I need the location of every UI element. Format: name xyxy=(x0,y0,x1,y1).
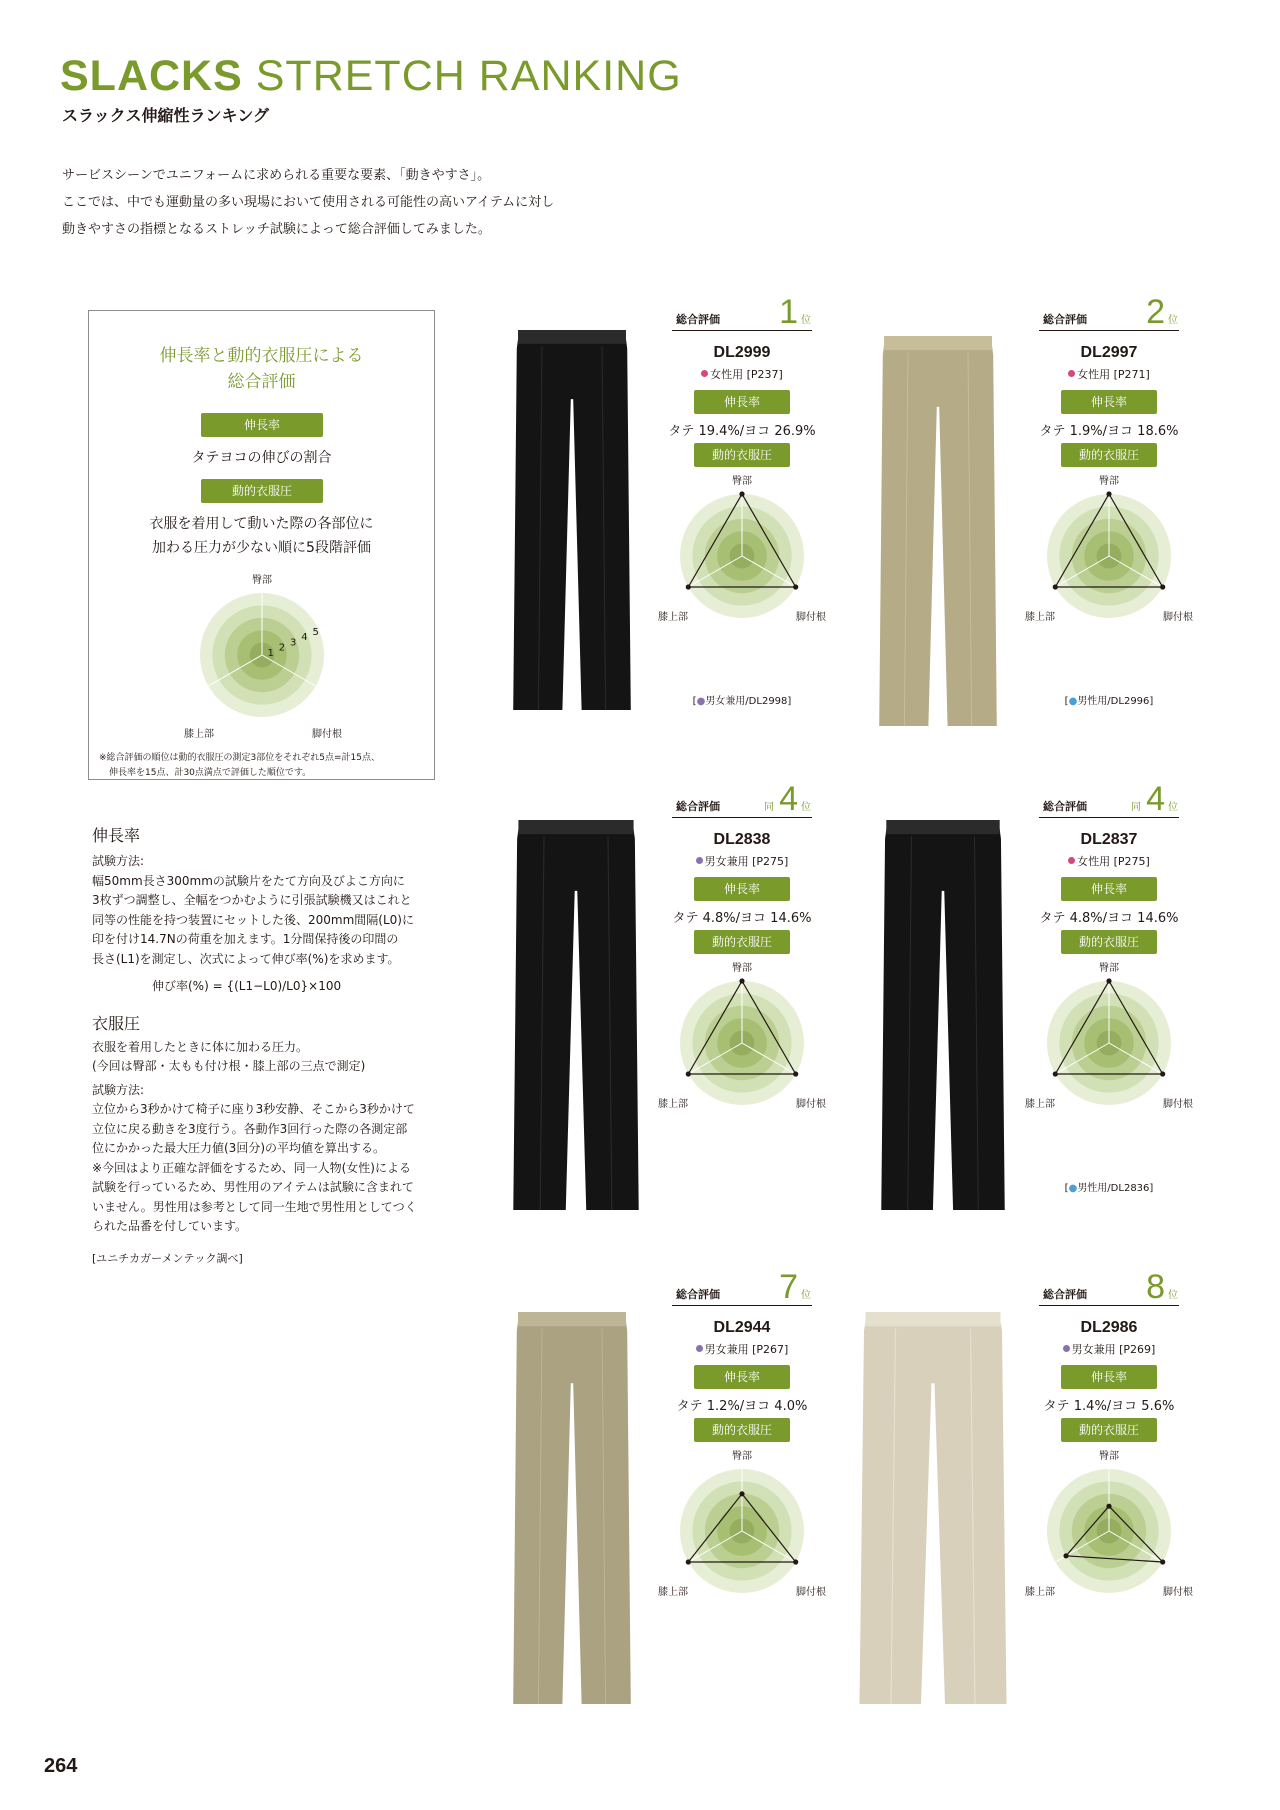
pill-pressure: 動的衣服圧 xyxy=(694,1418,790,1442)
pill-stretch: 伸長率 xyxy=(694,877,790,901)
pressure-test-line: ※今回はより正確な評価をするため、同一人物(女性)による xyxy=(92,1160,411,1175)
sibling-text: 男性用/DL2836] xyxy=(1077,1183,1154,1194)
score-point xyxy=(1053,584,1058,589)
score-point xyxy=(1160,1559,1165,1564)
page-number: 264 xyxy=(44,1755,78,1777)
page-title xyxy=(60,52,682,101)
scale-label: 5 xyxy=(312,626,319,638)
axis-label-left: 膝上部 xyxy=(658,1587,688,1598)
legend-box xyxy=(88,310,435,780)
pill-pressure: 動的衣服圧 xyxy=(1061,930,1157,954)
rank-suffix: 位 xyxy=(1168,802,1178,813)
pill-pressure: 動的衣服圧 xyxy=(1061,443,1157,467)
stretch-formula: 伸び率(%) = {(L1−L0)/L0}×100 xyxy=(152,979,342,993)
rank-label: 総合評価 xyxy=(1043,800,1087,813)
pill-pressure: 動的衣服圧 xyxy=(694,930,790,954)
pant-waistband xyxy=(518,820,633,834)
axis-label-right: 脚付根 xyxy=(1163,1099,1193,1110)
rank-label: 総合評価 xyxy=(676,313,720,326)
score-point xyxy=(1160,1071,1165,1076)
pant-waistband xyxy=(884,336,992,350)
rank-number: 4 xyxy=(779,780,798,818)
score-point xyxy=(1053,1071,1058,1076)
stretch-test-label: 試験方法: xyxy=(92,854,145,868)
scale-label: 2 xyxy=(278,642,286,654)
axis-label-top: 臀部 xyxy=(1099,476,1119,487)
rank-number: 7 xyxy=(779,1268,798,1306)
sibling-bracket: [ xyxy=(1064,696,1069,707)
stretch-test-line: 幅50mm長さ300mmの試験片をたて方向及びよこ方向に xyxy=(92,873,405,888)
axis-label-left: 膝上部 xyxy=(658,1099,688,1110)
stretch-values: タテ 1.2%/ヨコ 4.0% xyxy=(676,1399,808,1414)
rank-number: 2 xyxy=(1146,293,1165,331)
score-point xyxy=(686,1559,691,1564)
intro-line: サービスシーンでユニフォームに求められる重要な要素、「動きやすさ」。 xyxy=(62,168,491,183)
product-code: DL2997 xyxy=(1080,344,1138,361)
pressure-test-line: 位にかかった最大圧力値(3回分)の平均値を算出する。 xyxy=(92,1141,386,1155)
sibling-dot-icon: ● xyxy=(1068,1183,1078,1194)
rank-row xyxy=(1039,293,1179,331)
axis-label-left: 膝上部 xyxy=(658,612,688,623)
gender-text: 男女兼用 [P269] xyxy=(1071,1343,1156,1356)
gender-dot-icon xyxy=(1063,1345,1070,1352)
product-code: DL2986 xyxy=(1080,1319,1138,1336)
product-gender xyxy=(1039,1341,1179,1357)
page-subtitle: スラックス伸縮性ランキング xyxy=(62,106,270,125)
stretch-test-line: 3枚ずつ調整し、全幅をつかむように引張試験機又はこれと xyxy=(92,893,412,907)
pill-pressure: 動的衣服圧 xyxy=(694,443,790,467)
product-code: DL2944 xyxy=(713,1319,771,1336)
gender-text: 女性用 [P237] xyxy=(710,368,783,381)
gender-text: 女性用 [P271] xyxy=(1077,368,1150,381)
rank-label: 総合評価 xyxy=(1043,1288,1087,1301)
axis-label-right: 脚付根 xyxy=(796,1099,826,1110)
rank-label: 総合評価 xyxy=(676,1288,720,1301)
rank-number: 1 xyxy=(779,293,798,331)
sibling-bracket: [ xyxy=(692,696,697,707)
axis-label-right: 脚付根 xyxy=(796,612,826,623)
legend-note xyxy=(99,751,380,781)
rank-suffix: 位 xyxy=(801,1290,811,1301)
axis-label-left: 膝上部 xyxy=(1025,1099,1055,1110)
pressure-radar-chart xyxy=(1025,1447,1193,1599)
pressure-test-line: いません。男性用は参考として同一生地で男性用としてつく xyxy=(92,1199,417,1214)
stretch-test-line: 同等の性能を持つ装置にセットした後、200mm間隔(L0)に xyxy=(92,912,414,927)
stretch-heading: 伸長率 xyxy=(92,826,141,845)
sibling-product xyxy=(1039,692,1179,707)
score-point xyxy=(793,1071,798,1076)
stretch-values: タテ 4.8%/ヨコ 14.6% xyxy=(1039,911,1179,926)
axis-label-top: 臀部 xyxy=(1099,1451,1119,1462)
pant-shape xyxy=(513,820,638,1210)
stretch-test-line: 長さ(L1)を測定し、次式によって伸び率(%)を求めます。 xyxy=(92,951,400,966)
pill-stretch: 伸長率 xyxy=(1061,390,1157,414)
product-gender xyxy=(672,1341,812,1357)
pant-shape xyxy=(513,1312,631,1704)
score-point xyxy=(793,584,798,589)
sibling-dot-icon: ● xyxy=(696,696,706,707)
legend-radar-chart xyxy=(172,571,352,741)
title-light: STRETCH RANKING xyxy=(255,52,682,100)
product-gender xyxy=(672,366,812,382)
axis-label-left: 膝上部 xyxy=(1025,1587,1055,1598)
axis-label-right: 脚付根 xyxy=(796,1587,826,1598)
pressure-test-line: 立位に戻る動きを3度行う。各動作3回行った際の各測定部 xyxy=(92,1121,408,1136)
pant-image xyxy=(878,336,998,726)
axis-label-top: 臀部 xyxy=(252,575,272,586)
sibling-bracket: [ xyxy=(1064,1183,1069,1194)
rank-label: 総合評価 xyxy=(1043,313,1087,326)
axis-label-left: 膝上部 xyxy=(1025,612,1055,623)
rank-number: 8 xyxy=(1146,1268,1165,1306)
product-gender xyxy=(672,853,812,869)
pressure-radar-chart xyxy=(1025,959,1193,1111)
pant-image xyxy=(512,330,632,710)
legend-pill-stretch: 伸長率 xyxy=(201,413,323,437)
score-point xyxy=(1106,491,1111,496)
pant-waistband xyxy=(886,820,999,834)
pressure-radar-chart xyxy=(658,472,826,624)
rank-row xyxy=(672,1268,812,1306)
pant-waistband xyxy=(518,1312,626,1326)
product-code: DL2838 xyxy=(713,831,771,848)
rank-row xyxy=(672,780,812,818)
pill-stretch: 伸長率 xyxy=(694,390,790,414)
legend-heading: 伸長率と動的衣服圧による xyxy=(159,346,364,366)
pill-pressure: 動的衣服圧 xyxy=(1061,1418,1157,1442)
score-point xyxy=(793,1559,798,1564)
stretch-values: タテ 1.4%/ヨコ 5.6% xyxy=(1043,1399,1175,1414)
pressure-def-line: 衣服を着用したときに体に加わる圧力。 xyxy=(92,1039,309,1054)
pressure-heading: 衣服圧 xyxy=(92,1013,141,1033)
sibling-text: 男性用/DL2996] xyxy=(1077,696,1154,707)
rank-suffix: 位 xyxy=(801,315,811,326)
sibling-dot-icon: ● xyxy=(1068,696,1078,707)
score-point xyxy=(686,1071,691,1076)
note-line: 伸長率を15点、計30点満点で評価した順位です。 xyxy=(109,768,312,778)
note-line: ※総合評価の順位は動的衣服圧の測定3部位をそれぞれ5点=計15点、 xyxy=(99,753,380,763)
product-code: DL2999 xyxy=(713,344,771,361)
axis-label-left: 膝上部 xyxy=(184,729,214,740)
rank-suffix: 位 xyxy=(801,802,811,813)
pill-stretch: 伸長率 xyxy=(694,1365,790,1389)
gender-text: 女性用 [P275] xyxy=(1077,855,1150,868)
score-point xyxy=(1160,584,1165,589)
legend-pill-pressure: 動的衣服圧 xyxy=(201,479,323,503)
pant-waistband xyxy=(866,1312,1001,1326)
stretch-values: タテ 1.9%/ヨコ 18.6% xyxy=(1039,424,1179,439)
gender-dot-icon xyxy=(701,370,708,377)
pill-stretch: 伸長率 xyxy=(1061,1365,1157,1389)
pressure-radar-chart xyxy=(1025,472,1193,624)
pant-image xyxy=(512,820,640,1210)
pressure-test-line: られた品番を付しています。 xyxy=(92,1219,248,1233)
axis-label-top: 臀部 xyxy=(732,476,752,487)
pant-image xyxy=(858,1312,1008,1704)
rank-row xyxy=(672,293,812,331)
rank-suffix: 位 xyxy=(1168,1290,1178,1301)
pant-image xyxy=(512,1312,632,1704)
rank-tie-prefix: 同 xyxy=(764,802,774,813)
axis-label-right: 脚付根 xyxy=(1163,1587,1193,1598)
product-code: DL2837 xyxy=(1080,831,1138,848)
rank-number: 4 xyxy=(1146,780,1165,818)
rank-suffix: 位 xyxy=(1168,315,1178,326)
pressure-radar-chart xyxy=(658,1447,826,1599)
axis-label-top: 臀部 xyxy=(732,1451,752,1462)
scale-label: 4 xyxy=(301,632,308,644)
intro-text xyxy=(62,162,554,243)
rank-row xyxy=(1039,780,1179,818)
method-section xyxy=(92,823,417,1268)
axis-label-top: 臀部 xyxy=(1099,963,1119,974)
score-point xyxy=(1106,978,1111,983)
legend-pressure-desc-2: 加わる圧力が少ない順に5段階評価 xyxy=(152,540,371,556)
score-point xyxy=(1106,1504,1111,1509)
sibling-product xyxy=(1039,1179,1179,1194)
gender-dot-icon xyxy=(696,1345,703,1352)
gender-text: 男女兼用 [P267] xyxy=(704,1343,789,1356)
source-credit: [ユニチカガーメンテック調べ] xyxy=(92,1251,243,1265)
pressure-test-line: 立位から3秒かけて椅子に座り3秒安静、そこから3秒かけて xyxy=(92,1102,415,1116)
legend-stretch-desc: タテヨコの伸びの割合 xyxy=(191,450,332,466)
pressure-test-line: 試験を行っているため、男性用のアイテムは試験に含まれて xyxy=(92,1180,414,1194)
score-point xyxy=(739,491,744,496)
scale-label: 3 xyxy=(289,637,297,649)
pressure-def-line: (今回は臀部・太もも付け根・膝上部の三点で測定) xyxy=(92,1059,366,1073)
sibling-product xyxy=(672,692,812,707)
score-point xyxy=(1063,1553,1068,1558)
pant-shape xyxy=(879,336,997,726)
gender-dot-icon xyxy=(696,857,703,864)
pressure-test-label: 試験方法: xyxy=(92,1082,145,1097)
gender-text: 男女兼用 [P275] xyxy=(704,855,789,868)
score-point xyxy=(739,978,744,983)
rank-tie-prefix: 同 xyxy=(1131,802,1141,813)
gender-dot-icon xyxy=(1068,857,1075,864)
axis-label-right: 脚付根 xyxy=(312,729,342,740)
intro-line: ここでは、中でも運動量の多い現場において使用される可能性の高いアイテムに対し xyxy=(62,195,555,210)
pant-shape xyxy=(860,1312,1007,1704)
stretch-values: タテ 4.8%/ヨコ 14.6% xyxy=(672,911,812,926)
score-point xyxy=(686,584,691,589)
gender-dot-icon xyxy=(1068,370,1075,377)
rank-row xyxy=(1039,1268,1179,1306)
axis-label-right: 脚付根 xyxy=(1163,612,1193,623)
pressure-radar-chart xyxy=(658,959,826,1111)
pant-shape xyxy=(881,820,1004,1210)
legend-pressure-desc: 衣服を着用して動いた際の各部位に xyxy=(149,516,374,532)
intro-line: 動きやすさの指標となるストレッチ試験によって総合評価してみました。 xyxy=(62,222,491,237)
legend-heading-2: 総合評価 xyxy=(227,372,296,392)
rank-label: 総合評価 xyxy=(676,800,720,813)
title-bold: SLACKS xyxy=(60,52,243,100)
product-gender xyxy=(1039,366,1179,382)
stretch-test-line: 印を付け14.7Nの荷重を加えます。1分間保持後の印間の xyxy=(92,932,399,946)
stretch-values: タテ 19.4%/ヨコ 26.9% xyxy=(668,424,816,439)
axis-label-top: 臀部 xyxy=(732,963,752,974)
pill-stretch: 伸長率 xyxy=(1061,877,1157,901)
scale-label: 1 xyxy=(267,647,274,659)
pant-image xyxy=(880,820,1006,1210)
score-point xyxy=(739,1491,744,1496)
pant-waistband xyxy=(518,330,626,344)
product-gender xyxy=(1039,853,1179,869)
sibling-text: 男女兼用/DL2998] xyxy=(705,696,792,707)
pant-shape xyxy=(513,330,631,710)
